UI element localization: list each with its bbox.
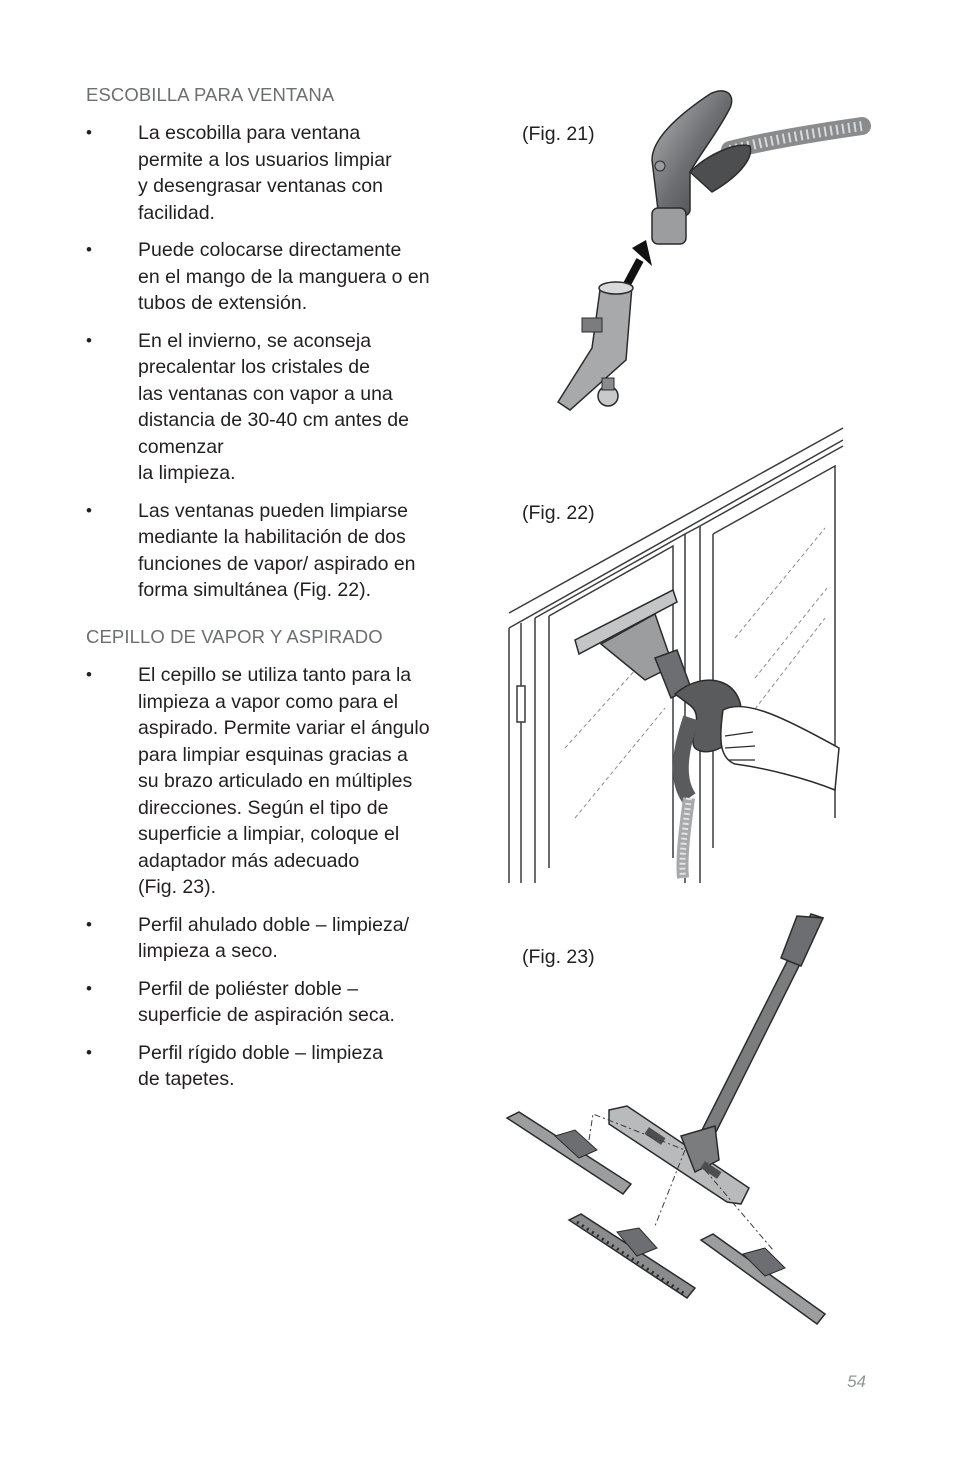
bullet-list-window-squeegee bbox=[86, 120, 476, 615]
list-item bbox=[86, 120, 476, 226]
bullet-dot: • bbox=[86, 123, 92, 142]
fig23-caption: (Fig. 23) bbox=[522, 946, 595, 968]
page-number: 54 bbox=[847, 1372, 866, 1391]
extension-tube bbox=[701, 914, 823, 1138]
list-item bbox=[86, 237, 476, 317]
bullet-dot: • bbox=[86, 978, 92, 998]
bullet-dot: • bbox=[86, 665, 92, 684]
bullet-dot: • bbox=[86, 240, 92, 259]
floor-brush-head bbox=[609, 1106, 749, 1204]
list-item bbox=[86, 328, 476, 487]
bullet-dot: • bbox=[86, 500, 92, 520]
list-item bbox=[86, 662, 476, 901]
list-item-text: La escobilla para ventana permite a los usuarios limpiar y desengrasar ventanas con facilidad. bbox=[138, 122, 392, 224]
list-item-text: Puede colocarse directamente en el mango de la manguera o en tubos de extensión. bbox=[138, 239, 430, 314]
list-item-text: Perfil ahulado doble – limpieza/ limpieza a seco. bbox=[138, 913, 410, 962]
arrow-up-icon bbox=[625, 240, 652, 288]
list-item bbox=[86, 498, 476, 604]
bullet-dot: • bbox=[86, 330, 92, 350]
section-heading-steam-brush: CEPILLO DE VAPOR Y ASPIRADO bbox=[86, 626, 383, 647]
section-heading-window-squeegee: ESCOBILLA PARA VENTANA bbox=[86, 84, 335, 105]
fig22-window-cleaning-illustration bbox=[505, 418, 847, 883]
fig21-hose-handle-illustration bbox=[540, 80, 880, 420]
list-item bbox=[86, 1040, 476, 1093]
fig22-caption: (Fig. 22) bbox=[522, 502, 595, 524]
list-item-text: En el invierno, se aconseja precalentar los cristales de las ventanas con vapor a una distancia de 30-40 cm antes de comenzar la limpieza. bbox=[138, 329, 410, 484]
bullet-dot: • bbox=[86, 914, 92, 934]
list-item-text: El cepillo se utiliza tanto para la limpieza a vapor como para el aspirado. Permite variar el ángulo para limpiar esquinas gracias a su brazo articulado en múltiples direcciones. Según el tipo de superficie a limpiar, coloque el adaptador más adecuado (Fig. 23). bbox=[138, 664, 430, 898]
adaptor-rigid-profile bbox=[701, 1234, 825, 1324]
extension-adaptor bbox=[558, 282, 633, 410]
list-item-text: Perfil rígido doble – limpieza de tapetes. bbox=[138, 1041, 383, 1090]
adaptor-polyester-profile bbox=[569, 1214, 695, 1298]
bullet-list-steam-brush bbox=[86, 662, 476, 1104]
fig23-floor-brush-illustration bbox=[505, 910, 835, 1330]
bullet-dot: • bbox=[86, 1042, 92, 1062]
list-item-text: Las ventanas pueden limpiarse mediante la habilitación de dos funciones de vapor/ aspirado en forma simultánea (Fig. 22). bbox=[138, 499, 416, 601]
fig21-caption: (Fig. 21) bbox=[522, 123, 595, 145]
hose-handle bbox=[652, 91, 751, 244]
list-item bbox=[86, 912, 476, 965]
list-item bbox=[86, 976, 476, 1029]
list-item-text: Perfil de poliéster doble – superficie de aspiración seca. bbox=[138, 977, 395, 1026]
